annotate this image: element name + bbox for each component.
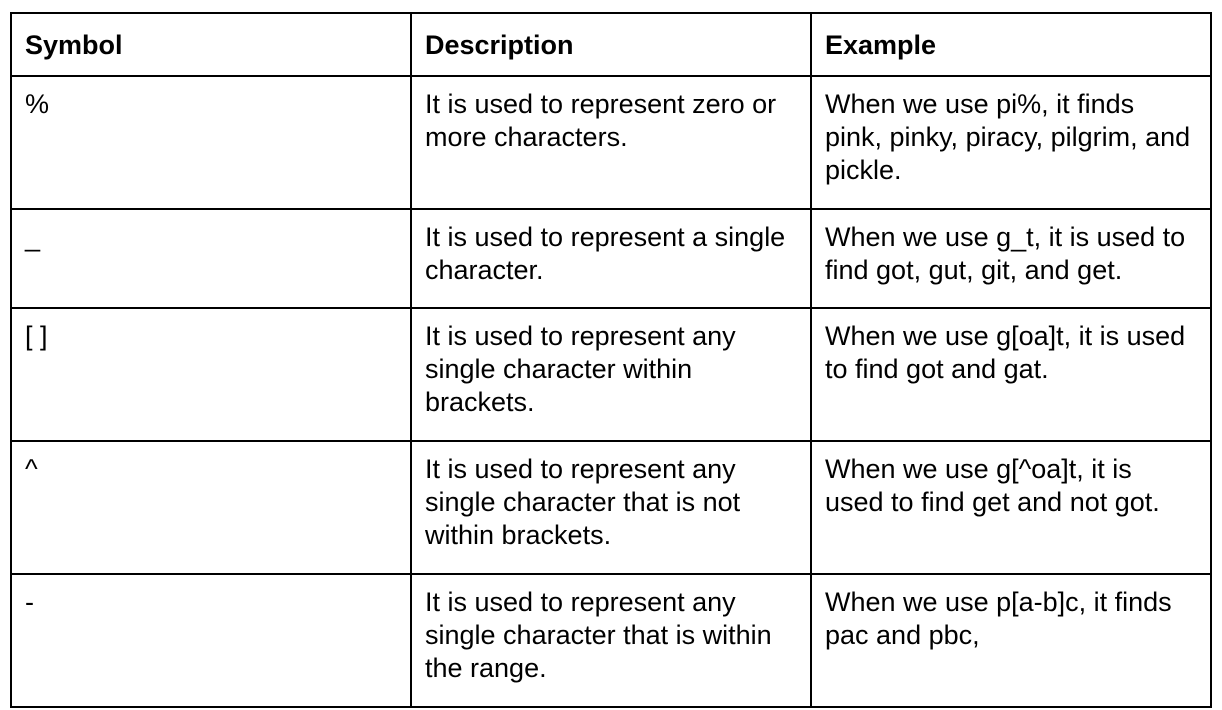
header-symbol: Symbol [11, 13, 411, 76]
table-row [11, 441, 1211, 574]
example-cell: When we use g[oa]t, it is used to find got and gat. [811, 308, 1211, 441]
header-example: Example [811, 13, 1211, 76]
example-cell: When we use g[^oa]t, it is used to find get and not got. [811, 441, 1211, 574]
table-body [11, 76, 1211, 707]
symbol-cell: _ [11, 209, 411, 308]
table-header [11, 13, 1211, 76]
symbol-cell: % [11, 76, 411, 209]
table-row [11, 209, 1211, 308]
description-cell: It is used to represent any single character that is within the range. [411, 574, 811, 707]
description-cell: It is used to represent zero or more characters. [411, 76, 811, 209]
table-row [11, 574, 1211, 707]
symbol-cell: - [11, 574, 411, 707]
symbol-cell: ^ [11, 441, 411, 574]
description-cell: It is used to represent any single character that is not within brackets. [411, 441, 811, 574]
wildcard-symbols-table [10, 12, 1212, 708]
table-row [11, 76, 1211, 209]
header-description: Description [411, 13, 811, 76]
symbol-cell: [ ] [11, 308, 411, 441]
example-cell: When we use p[a-b]c, it finds pac and pbc, [811, 574, 1211, 707]
table-row [11, 308, 1211, 441]
description-cell: It is used to represent a single character. [411, 209, 811, 308]
description-cell: It is used to represent any single character within brackets. [411, 308, 811, 441]
example-cell: When we use pi%, it finds pink, pinky, piracy, pilgrim, and pickle. [811, 76, 1211, 209]
header-row [11, 13, 1211, 76]
example-cell: When we use g_t, it is used to find got, gut, git, and get. [811, 209, 1211, 308]
